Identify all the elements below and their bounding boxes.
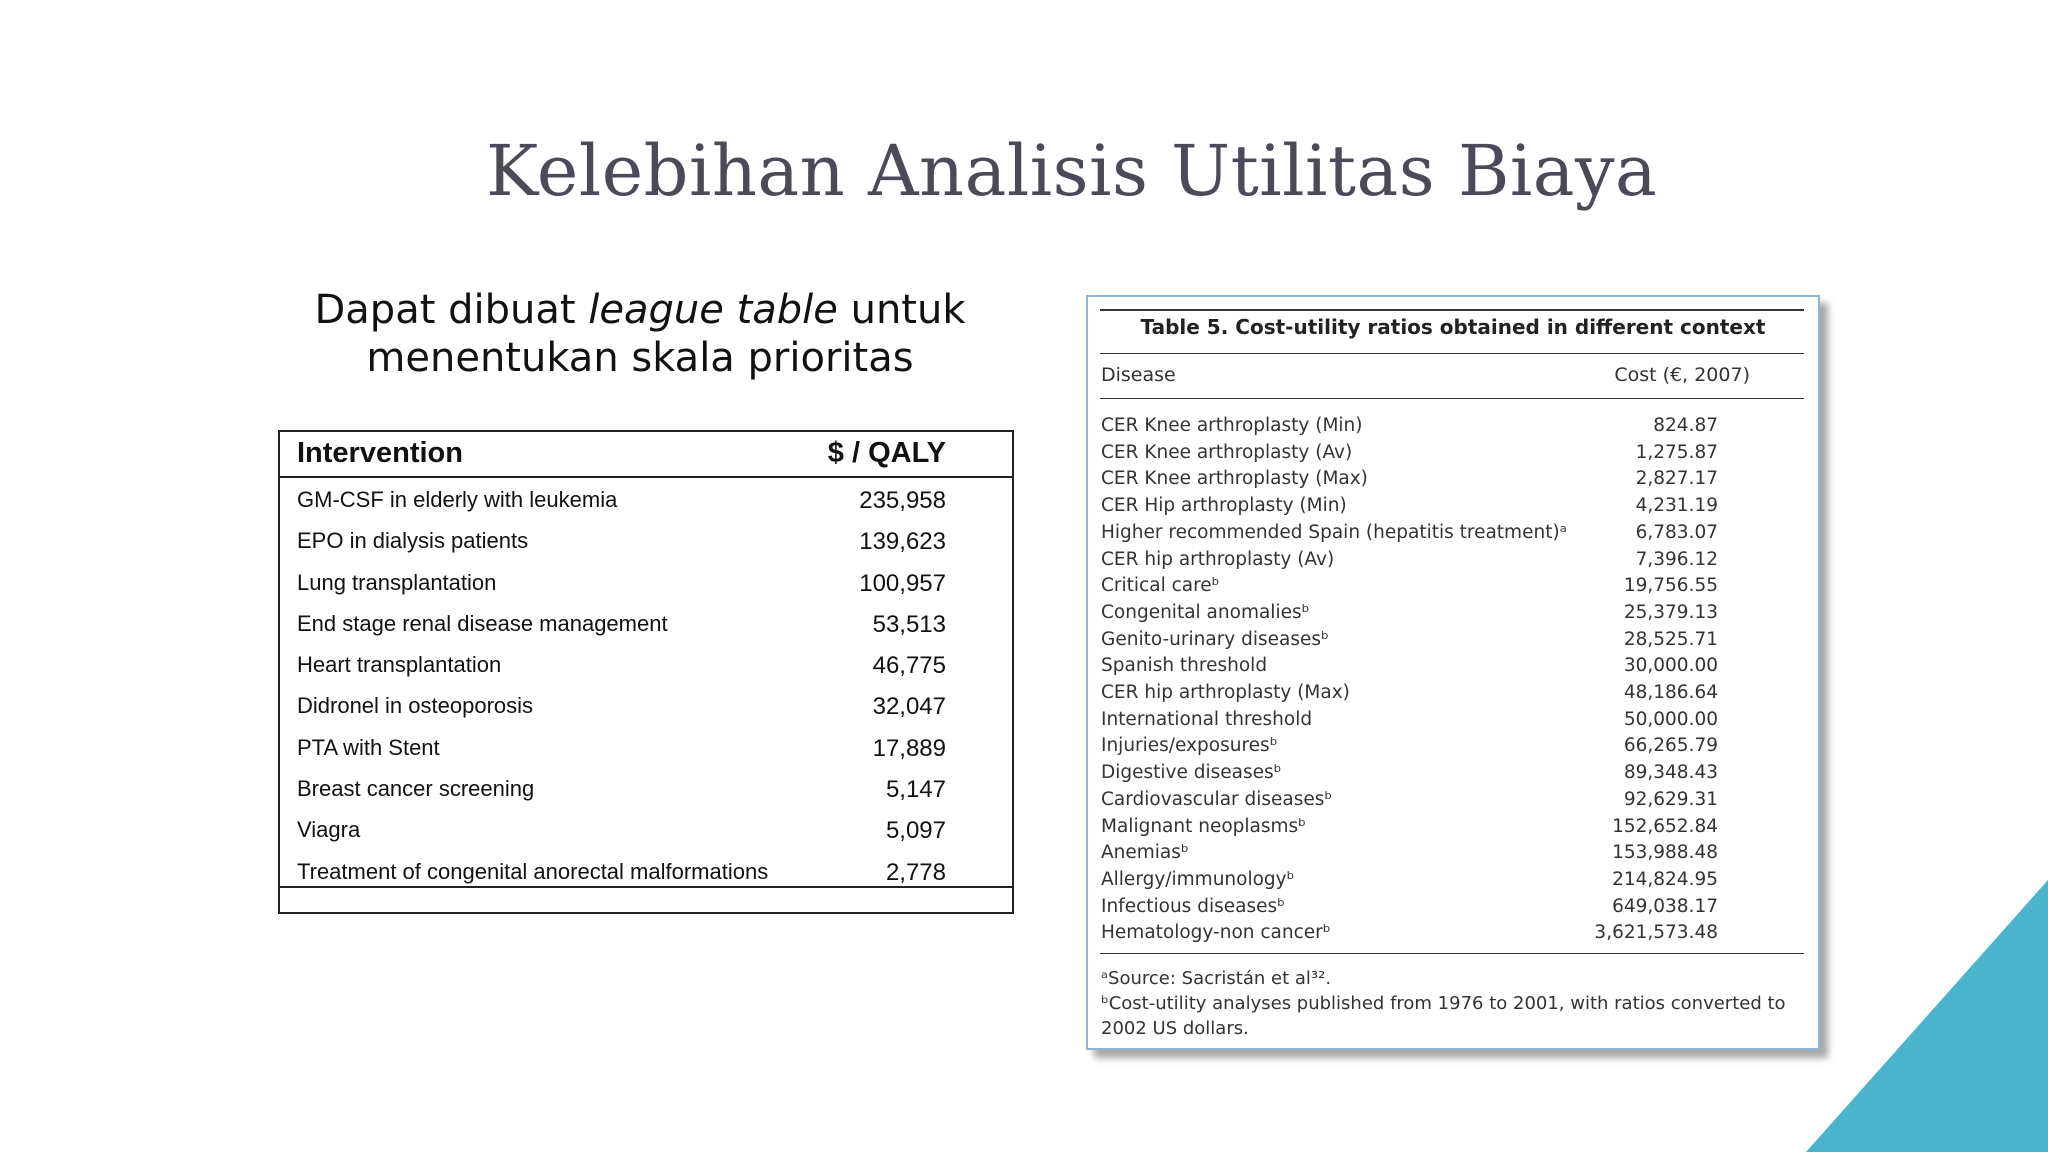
- disease-name: Critical careᵇ: [1101, 575, 1220, 597]
- table-row: [1101, 468, 1718, 495]
- table-row: [280, 602, 1012, 643]
- league-table-body: [280, 478, 1012, 891]
- table-row: [1101, 522, 1718, 549]
- table-row: [1101, 575, 1718, 602]
- table-rule: [1100, 953, 1804, 954]
- disease-name: CER Knee arthroplasty (Max): [1101, 468, 1368, 490]
- column-header-intervention: Intervention: [297, 437, 463, 469]
- table-row: [1101, 869, 1718, 896]
- cost-value: 649,038.17: [1612, 895, 1718, 917]
- disease-name: Cardiovascular diseasesᵇ: [1101, 788, 1333, 810]
- intervention-name: GM-CSF in elderly with leukemia: [297, 487, 618, 512]
- intervention-name: End stage renal disease management: [297, 610, 668, 636]
- cost-value: 3,621,573.48: [1594, 922, 1718, 944]
- slide-subtitle: [280, 286, 1000, 382]
- table-caption: Table 5. Cost-utility ratios obtained in different context: [1140, 315, 1766, 339]
- cost-per-qaly-value: 32,047: [872, 693, 946, 721]
- cost-value: 28,525.71: [1623, 628, 1718, 650]
- table-footnotes: [1101, 966, 1806, 1041]
- disease-name: International threshold: [1101, 708, 1313, 730]
- column-header-disease: Disease: [1101, 364, 1176, 386]
- table-row: [280, 850, 1012, 891]
- disease-name: Digestive diseasesᵇ: [1101, 762, 1282, 784]
- league-table-footer: [280, 886, 1012, 912]
- intervention-name: Lung transplantation: [297, 569, 497, 595]
- table-row: [1101, 789, 1718, 816]
- disease-name: Spanish threshold: [1101, 655, 1268, 677]
- intervention-name: PTA with Stent: [297, 734, 440, 760]
- disease-name: Infectious diseasesᵇ: [1101, 895, 1286, 917]
- cost-value: 30,000.00: [1623, 655, 1718, 677]
- disease-name: CER hip arthroplasty (Max): [1101, 682, 1350, 703]
- disease-name: Genito-urinary diseasesᵇ: [1101, 628, 1329, 650]
- cost-per-qaly-value: 53,513: [872, 610, 946, 638]
- disease-name: CER hip arthroplasty (Av): [1101, 548, 1335, 570]
- disease-name: Hematology-non cancerᵇ: [1101, 922, 1331, 944]
- cost-value: 214,824.95: [1612, 868, 1718, 890]
- table-row: [280, 726, 1012, 767]
- table-row: [1101, 922, 1718, 949]
- intervention-name: Viagra: [297, 817, 361, 843]
- cost-per-qaly-value: 5,147: [885, 776, 946, 804]
- subtitle-italic-text: league table: [588, 287, 838, 333]
- cost-value: 1,275.87: [1635, 441, 1718, 463]
- cost-value: 25,379.13: [1623, 601, 1718, 623]
- cost-value: 4,231.19: [1635, 495, 1718, 517]
- cost-per-qaly-value: 100,957: [859, 569, 946, 597]
- disease-name: Congenital anomaliesᵇ: [1101, 601, 1310, 623]
- league-table-header: [280, 432, 1012, 478]
- cost-value: 153,988.48: [1612, 842, 1718, 864]
- table-row: [1101, 842, 1718, 869]
- cost-per-qaly-value: 139,623: [859, 528, 946, 556]
- disease-name: CER Knee arthroplasty (Min): [1101, 415, 1363, 436]
- table-row: [280, 808, 1012, 849]
- disease-name: CER Hip arthroplasty (Min): [1101, 495, 1347, 517]
- cost-value: 66,265.79: [1623, 735, 1718, 757]
- intervention-name: Heart transplantation: [297, 652, 502, 678]
- table-rule: [1100, 309, 1804, 311]
- cost-per-qaly-value: 5,097: [885, 817, 946, 845]
- cost-value: 89,348.43: [1623, 762, 1718, 784]
- corner-accent-triangle: [1806, 880, 2048, 1152]
- cost-value: 7,396.12: [1635, 548, 1718, 570]
- column-header-cost: Cost (€, 2007): [1614, 364, 1750, 386]
- table-row: [1101, 442, 1718, 469]
- footnote-a: ᵃSource: Sacristán et al³².: [1101, 968, 1332, 989]
- intervention-name: EPO in dialysis patients: [297, 528, 529, 554]
- table-row: [1101, 816, 1718, 843]
- cost-per-qaly-value: 2,778: [885, 858, 946, 886]
- table-row: [280, 684, 1012, 725]
- cost-value: 2,827.17: [1635, 468, 1718, 490]
- disease-name: Anemiasᵇ: [1101, 842, 1189, 864]
- cost-utility-table-image: [1086, 295, 1820, 1050]
- table-row: [1101, 415, 1718, 442]
- table-row: [1101, 896, 1718, 923]
- table-row: [1101, 629, 1718, 656]
- cost-value: 6,783.07: [1635, 521, 1718, 543]
- table-row: [1101, 709, 1718, 736]
- table-row: [1101, 682, 1718, 709]
- table-row: [1101, 655, 1718, 682]
- disease-name: Higher recommended Spain (hepatitis treatment)ᵃ: [1101, 521, 1567, 543]
- intervention-name: Didronel in osteoporosis: [297, 693, 534, 719]
- table-row: [1101, 735, 1718, 762]
- table-row: [280, 643, 1012, 684]
- intervention-name: Breast cancer screening: [297, 776, 535, 802]
- cost-per-qaly-value: 17,889: [872, 734, 946, 762]
- subtitle-text-end: untuk menentukan skala prioritas: [366, 287, 966, 381]
- table-row: [1101, 762, 1718, 789]
- footnote-b: ᵇCost-utility analyses published from 1976 to 2001, with ratios converted to 2002 US dollars.: [1101, 993, 1786, 1039]
- table-row: [1101, 602, 1718, 629]
- table-row: [280, 519, 1012, 560]
- table-row: [280, 478, 1012, 519]
- slide-title: Kelebihan Analisis Utilitas Biaya: [486, 130, 1658, 212]
- cost-value: 824.87: [1653, 415, 1718, 436]
- cost-value: 48,186.64: [1623, 682, 1718, 703]
- cost-per-qaly-value: 46,775: [872, 652, 946, 680]
- table-rule: [1100, 353, 1804, 354]
- table-row: [1101, 549, 1718, 576]
- cost-per-qaly-value: 235,958: [859, 487, 946, 514]
- table-rule: [1100, 398, 1804, 399]
- disease-name: CER Knee arthroplasty (Av): [1101, 441, 1353, 463]
- table-row: [280, 767, 1012, 808]
- disease-name: Injuries/exposuresᵇ: [1101, 735, 1278, 757]
- disease-name: Allergy/immunologyᵇ: [1101, 868, 1295, 890]
- cost-value: 152,652.84: [1612, 815, 1718, 837]
- table-row: [1101, 495, 1718, 522]
- table-row: [280, 561, 1012, 602]
- subtitle-text: Dapat dibuat: [314, 287, 589, 333]
- disease-name: Malignant neoplasmsᵇ: [1101, 815, 1307, 837]
- intervention-name: Treatment of congenital anorectal malformations: [297, 858, 769, 884]
- column-header-cost-per-qaly: $ / QALY: [827, 437, 946, 469]
- cost-value: 19,756.55: [1623, 575, 1718, 597]
- cost-value: 92,629.31: [1623, 788, 1718, 810]
- cost-value: 50,000.00: [1623, 708, 1718, 730]
- league-table: [278, 430, 1014, 914]
